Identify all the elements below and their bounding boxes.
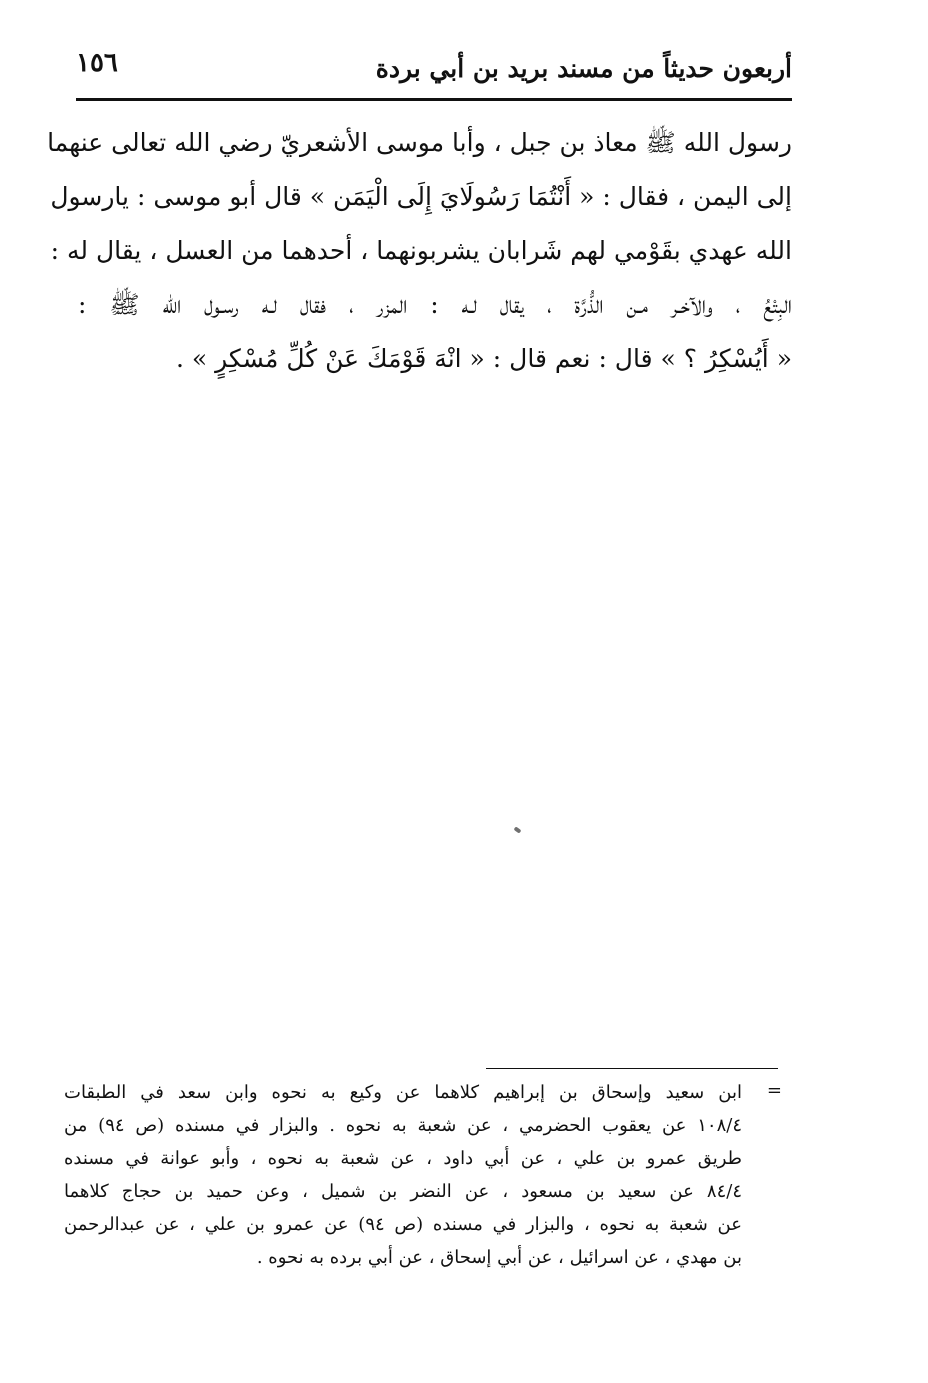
text-line: « أَيُسْكِرُ ؟ » قال : نعم قال : « انْهَ قَوْمَكَ عَنْ كُلِّ مُسْكِرٍ » . bbox=[175, 344, 792, 373]
footnote-line: ١٠٨/٤ عن يعقوب الحضرمي ، عن شعبة به نحوه . والبزار في مسنده (ص ٩٤) من bbox=[64, 1115, 742, 1136]
running-title: أربعون حديثاً من مسند بريد بن أبي بردة bbox=[375, 54, 792, 83]
footnote-continuation-marker: = bbox=[766, 1080, 782, 1101]
footnote-line: بن مهدي ، عن اسرائيل ، عن أبي إسحاق ، عن أبي برده به نحوه . bbox=[256, 1247, 742, 1268]
footnote-rule bbox=[486, 1068, 778, 1069]
text-line: رسول الله ﷺ معاذ بن جبل ، وأبا موسى الأشعريّ رضي الله تعالى عنهما bbox=[47, 128, 792, 157]
text-line: البِتْعُ ، والآخـر مـن الذُّرَّة ، يقال لـه : المزر ، فقال لـه رسـول الله ﷺ : bbox=[78, 290, 792, 319]
footnote-line: ابن سعيد وإسحاق بن إبراهيم كلاهما عن وكيع به نحوه وابن سعد في الطبقات bbox=[64, 1082, 742, 1103]
header-rule bbox=[76, 98, 792, 101]
main-text bbox=[47, 116, 792, 386]
text-line: إلى اليمن ، فقال : « أَنْتُمَا رَسُولَايَ إِلَى الْيَمَن » قال أبو موسى : يارسول bbox=[50, 182, 792, 211]
footnote-line: عن شعبة به نحوه ، والبزار في مسنده (ص ٩٤) عن عمرو بن علي ، عن عبدالرحمن bbox=[64, 1214, 743, 1235]
page-number: ١٥٦ bbox=[76, 48, 118, 78]
footnote-line: ٨٤/٤ عن سعيد بن مسعود ، عن النضر بن شميل ، وعن حميد بن حجاج كلاهما bbox=[64, 1181, 742, 1202]
footnote-text bbox=[64, 1076, 742, 1274]
page-header bbox=[76, 44, 792, 96]
scan-speck bbox=[513, 826, 521, 833]
footnote-line: طريق عمرو بن علي ، عن أبي داود ، عن شعبة به نحوه ، وأبو عوانة في مسنده bbox=[64, 1148, 742, 1169]
text-line: الله عهدي بقَوْمي لهم شَرابان يشربونهما ، أحدهما من العسل ، يقال له : bbox=[50, 236, 792, 265]
